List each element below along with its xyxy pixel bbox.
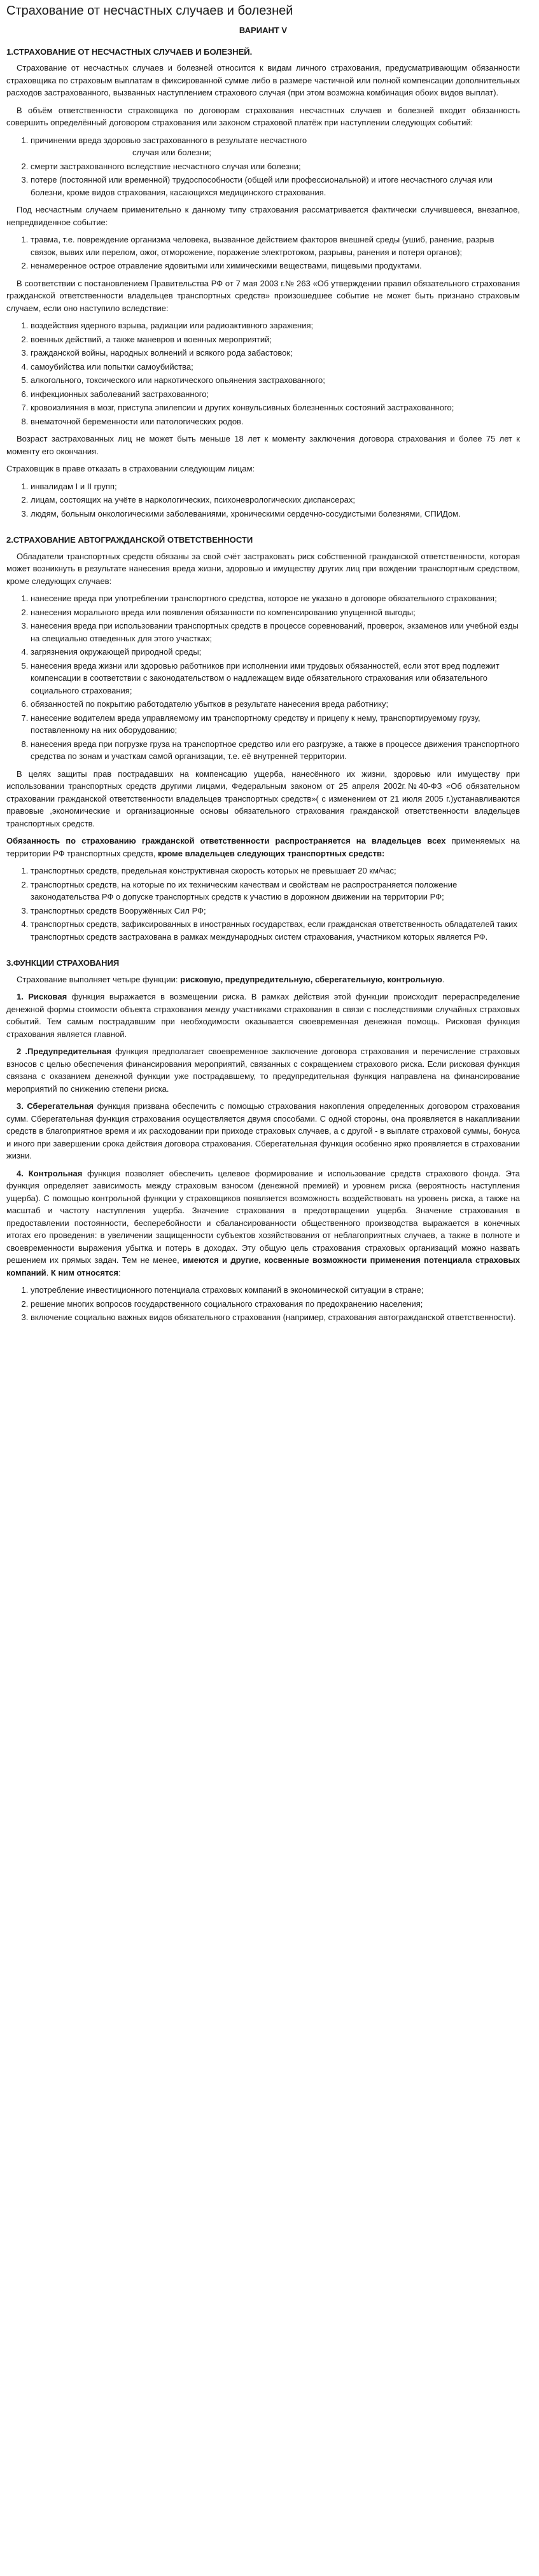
list-item: 7. кровоизлияния в мозг, приступа эпилепсии и других конвульсивных болезненных состояний застрахованного;	[31, 401, 520, 414]
list-item: 2. лицам, состоящих на учёте в наркологических, психоневрологических диспансерах;	[31, 494, 520, 506]
list-item: 2. военных действий, а также маневров и военных мероприятий;	[31, 333, 520, 346]
function-control-paragraph: 4. Контрольная функция позволяет обеспечить целевое формирование и использование средств страхового фонда. Эта функция определяет зависимость между страховым взносом (денежной премией) и уровнем риска (вероятность наступления ущерба). С помощью контрольной функции у страховщиков появляется возможность воздействовать на уровень риска, а также на масштаб и частоту наступления ущерба. Значение страхования в предотвращении ущерба. Значение страхования в предоставлении постоянности, бесперебойности и сбалансированности общественного производства выражается в конечных итогах его проведения: в увеличении защищенности субъектов хозяйствования от неблагоприятных случаев, а также в полноте и своевременности выражения убытка и потерь в доходах. Эту общую цель страхования страховых организаций можно назвать решением их прямых задач. Тем не менее, имеются и другие, косвенные возможности применения потенциала страховых компаний. К ним относятся:	[6, 1168, 520, 1278]
function-preventive-paragraph: 2 .Предупредительная функция предполагает своевременное заключение договора страхования и перечисление страховых взносов с целью обеспечения финансирования мероприятий, связанных с сокращением страхового риска. Если рисковая функция связана с оказанием денежной функции уже пострадавшему, то предупредительная функция направлена на финансирование мероприятий по снижению степени риска.	[6, 1047, 521, 1094]
list-item: 2. транспортных средств, на которые по их техническим качествам и свойствам не распространяется положение законодательства РФ о допуске транспортных средств к участию в дорожном движении на территории РФ;	[31, 879, 520, 903]
section-1-paragraph: Страховщик в праве отказать в страховании следующим лицам:	[6, 464, 255, 473]
list-item: 2. решение многих вопросов государственного социального страхования по предохранению населения;	[31, 1298, 520, 1311]
refusal-list	[6, 480, 520, 520]
list-item: 3. людям, больным онкологическими заболеваниями, хроническими сердечно-сосудистыми болезнями, СПИДом.	[31, 508, 520, 520]
section-1-paragraph: Страхование от несчастных случаев и болезней относится к видам личного страхования, предусматривающим обязанности страховщика по страховым выплатам в фиксированной сумме либо в размере частичной или полной компенсации дополнительных расходов застрахованного, вызванных наступлением страхового случая (при этом возможна комбинация обоих видов выплат).	[6, 63, 520, 97]
function-risk-paragraph: 1. Рисковая функция выражается в возмещении риска. В рамках действия этой функции происходит перераспределение денежной формы стоимости объекта страхования между участниками страхования в связи с последствиями случайных страховых событий. Тем самым пострадавшим при необходимости оказывается своевременная денежная помощь. Рисковая функция страхования является главной.	[6, 992, 520, 1039]
section-1-paragraph: Под несчастным случаем применительно к данному типу страхования рассматривается фактически случившееся, внезапное, непредвиденное событие:	[6, 205, 520, 227]
list-item: 4. транспортных средств, зафиксированных в иностранных государствах, если гражданская ответственность обладателей таких транспортных средств застрахована в рамках международных систем страхования, участником которых является РФ.	[31, 918, 520, 943]
list-item: 3. транспортных средств Вооружённых Сил РФ;	[31, 905, 520, 917]
vehicle-exclusions-list	[6, 865, 520, 943]
list-item: 2. смерти застрахованного вследствие несчастного случая или болезни;	[31, 160, 520, 173]
section-2-paragraph: Обязанность по страхованию гражданской ответственности распространяется на владельцев всех применяемых на территории РФ транспортных средств, кроме владельцев следующих транспортных средств:	[6, 836, 520, 858]
list-item: 1. нанесение вреда при употреблении транспортного средства, которое не указано в договоре обязательного страхования;	[31, 592, 520, 605]
section-1-paragraph: Возраст застрахованных лиц не может быть меньше 18 лет к моменту заключения договора страхования и более 75 лет к моменту его окончания.	[6, 434, 520, 456]
list-item: 6. инфекционных заболеваний застрахованного;	[31, 388, 520, 401]
section-2-heading: 2.СТРАХОВАНИЕ АВТОГРАЖДАНСКОЙ ОТВЕТСТВЕННОСТИ	[6, 535, 253, 545]
section-2-paragraph: Обладатели транспортных средств обязаны за свой счёт застраховать риск собственной гражданской ответственности, которая может возникнуть в результате нанесения вреда жизни, здоровью и имуществу других лиц при вождении транспортным средством, кроме следующих случаев:	[6, 551, 520, 586]
section-3-heading: 3.ФУНКЦИИ СТРАХОВАНИЯ	[6, 958, 120, 968]
liability-exclusions-list	[6, 592, 520, 763]
function-savings-paragraph: 3. Сберегательная функция призвана обеспечить с помощью страхования накопления определенных договором страхования сумм. Сберегательная функция страхования осуществляется двумя способами. С одной стороны, она проявляется в накапливании средств в благоприятное время и их расходовании при приходе страховых случаев, а с другой - в выплате страховой суммы, бонуса и иного при завершении срока действия договора страхования. Сберегательная функция особенно ярко проявляется в страховании жизни.	[6, 1101, 521, 1160]
list-item: 1. употребление инвестиционного потенциала страховых компаний в экономической ситуации в стране;	[31, 1284, 520, 1297]
list-item: 1. воздействия ядерного взрыва, радиации или радиоактивного заражения;	[31, 319, 520, 332]
list-item: 1. транспортных средств, предельная конструктивная скорость которых не превышает 20 км/час;	[31, 865, 520, 877]
list-item: 5. алкогольного, токсического или наркотического опьянения застрахованного;	[31, 374, 520, 387]
list-item: 3. нанесения вреда при использовании транспортных средств в процессе соревнований, проверок, экзаменов или учебной езды на специально отведенных для этого участках;	[31, 620, 520, 644]
list-item: 3. включение социально важных видов обязательного страхования (например, страхования автогражданской ответственности).	[31, 1311, 520, 1324]
list-item: 5. нанесения вреда жизни или здоровью работников при исполнении ими трудовых обязанностей, если этот вред подлежит компенсации в соответствии с законодательством о надлежащем виде обязательного страхования или обязательного социального страхования;	[31, 660, 520, 697]
list-item: 1. причинении вреда здоровью застрахованного в результате несчастного случая или болезни;	[31, 134, 520, 159]
section-1-paragraph: В соответствии с постановлением Правительства РФ от 7 мая 2003 г.№ 263 «Об утверждении правил обязательного страхования гражданской ответственности владельцев транспортных средств» произошедшее событие не может быть признано страховым случаем, если оно наступило вследствие:	[6, 278, 520, 313]
accident-types-list	[6, 233, 520, 272]
page-title: Страхование от несчастных случаев и болезней	[6, 4, 293, 18]
variant-heading: ВАРИАНТ V	[239, 25, 288, 35]
indirect-possibilities-list	[6, 1284, 520, 1324]
list-item: 1. инвалидам I и II групп;	[31, 480, 520, 493]
list-item: 2. нанесения морального вреда или появления обязанности по компенсированию упущенной выгоды;	[31, 606, 520, 619]
list-item: 2. ненамеренное острое отравление ядовитыми или химическими веществами, пищевыми продуктами.	[31, 260, 520, 272]
list-item: 8. внематочной беременности или патологических родов.	[31, 415, 520, 428]
list-item: 8. нанесения вреда при погрузке груза на транспортное средство или его разгрузке, а также в процессе движения транспортного средства по зонам и участкам самой организации, т.е. её внутренней территории.	[31, 738, 520, 763]
list-item: 4. самоубийства или попытки самоубийства;	[31, 361, 520, 373]
section-2-paragraph: В целях защиты прав пострадавших на компенсацию ущерба, нанесённого их жизни, здоровью или имуществу при использовании транспортных средств другими лицами, Федеральным законом от 25 апреля 2002г.№40-ФЗ «Об обязательном страховании гражданской ответственности владельцев транспортных средств»( с изменением от 21 июля 2005 г.)устанавливаются правовые ,экономические и организационные основы обязательного страхования гражданской ответственности владельцев транспортных средств.	[6, 769, 520, 828]
list-item: 4. загрязнения окружающей природной среды;	[31, 646, 520, 658]
list-item: 6. обязанностей по покрытию работодателю убытков в результате нанесения вреда работнику;	[31, 698, 520, 711]
list-item: 7. нанесение водителем вреда управляемому им транспортному средству и прицепу к нему, транспортируемому грузу, поставленному на них оборудованию;	[31, 712, 520, 737]
section-1-paragraph: В объём ответственности страховщика по договорам страхования несчастных случаев и болезней входит обязанность совершить определённый договором страхования или законом страховой платёж при наступлении следующих событий:	[6, 105, 520, 127]
list-item: 1. травма, т.е. повреждение организма человека, вызванное действием факторов внешней среды (ушиб, ранение, разрыв связок, вывих или перелом, ожог, отморожение, поражение электротоком, разрывы, ранения и потеря органов);	[31, 233, 520, 258]
exclusions-list	[6, 319, 520, 428]
section-1-heading: 1.СТРАХОВАНИЕ ОТ НЕСЧАСТНЫХ СЛУЧАЕВ И БОЛЕЗНЕЙ.	[6, 46, 253, 57]
insured-events-list	[6, 134, 520, 199]
list-item: 3. потере (постоянной или временной) трудоспособности (общей или профессиональной) и итоге несчастного случая или болезни, кроме видов страхования, касающихся медицинского страхования.	[31, 174, 520, 198]
list-item: 3. гражданской войны, народных волнений и всякого рода забастовок;	[31, 347, 520, 359]
section-3-paragraph: Страхование выполняет четыре функции: рисковую, предупредительную, сберегательную, контрольную.	[17, 974, 445, 984]
